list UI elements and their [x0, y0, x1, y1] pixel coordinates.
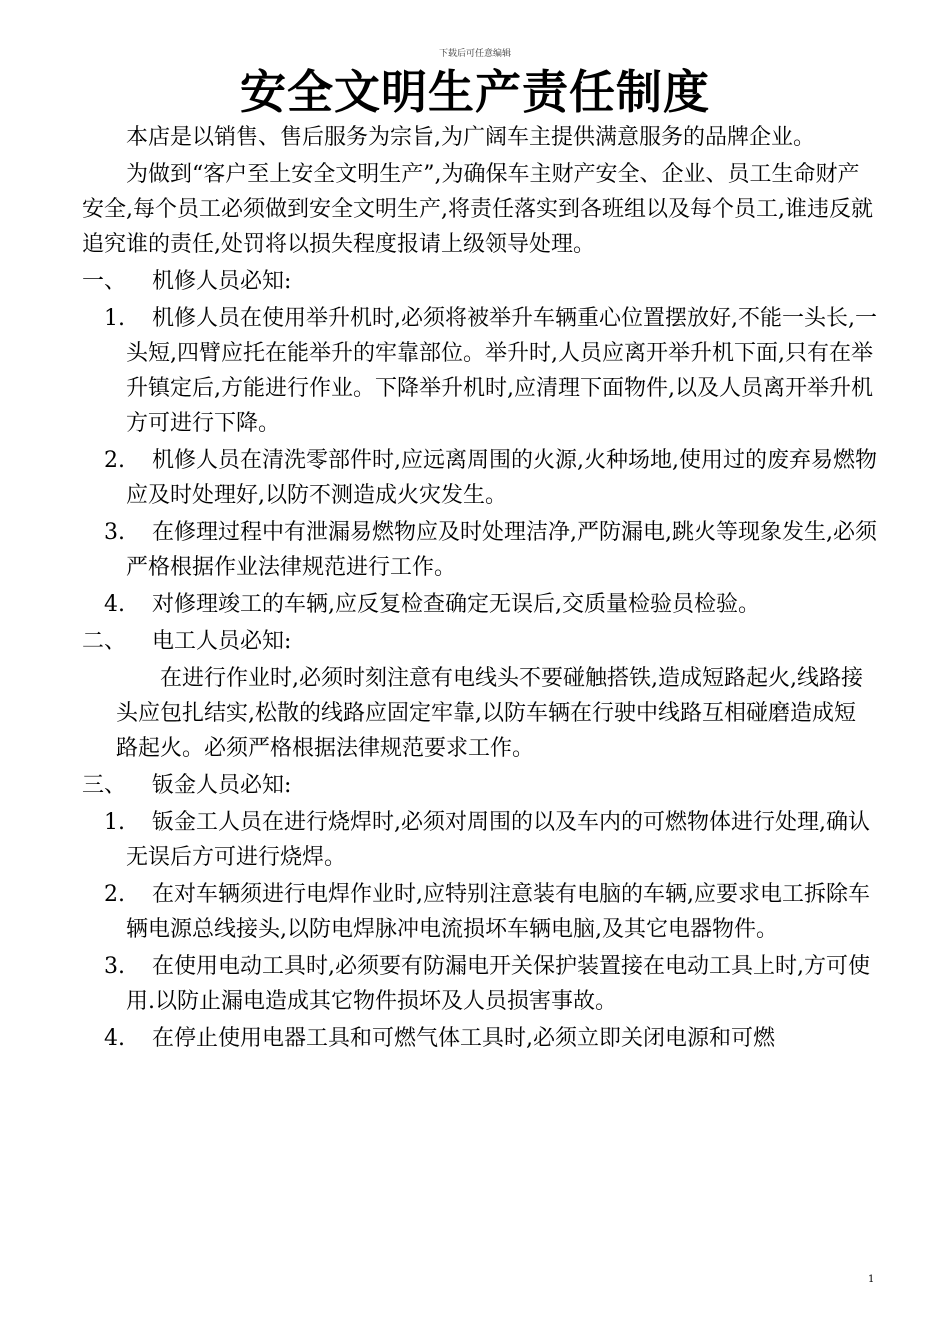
section-heading-2: [82, 624, 877, 659]
section-heading-3: [82, 768, 877, 803]
list-item-text: 在停止使用电器工具和可燃气体工具时,必须立即关闭电源和可燃: [152, 1026, 775, 1051]
list-item: [82, 805, 877, 875]
list-item-text: 机修人员在使用举升机时,必须将被举升车辆重心位置摆放好,不能一头长,一头短,四臂应托在能举升的牢靠部位。举升时,人员应离开举升机下面,只有在举升镇定后,方能进行作业。下降举升机时,应清理下面物件,以及人员离开举升机方可进行下降。: [126, 306, 877, 436]
list-item: [82, 1021, 877, 1056]
list-item-text: 钣金工人员在进行烧焊时,必须对周围的以及车内的可燃物体进行处理,确认无误后方可进行烧焊。: [126, 810, 870, 870]
list-item-number: 3.: [104, 520, 125, 545]
list-item-text: 机修人员在清洗零部件时,应远离周围的火源,火种场地,使用过的废弃易燃物应及时处理好,以防不测造成火灾发生。: [126, 448, 877, 508]
list-item: [82, 949, 877, 1019]
list-item-number: 4.: [104, 1026, 125, 1051]
intro-paragraph-2: 为做到“客户至上安全文明生产”,为确保车主财产安全、企业、员工生命财产安全,每个员工必须做到安全文明生产,将责任落实到各班组以及每个员工,谁违反就追究谁的责任,处罚将以损失程度报请上级领导处理。: [82, 162, 873, 257]
page-number: 1: [868, 1274, 875, 1285]
list-item: [82, 877, 877, 947]
section-title: 电工人员必知:: [152, 629, 292, 654]
list-item-number: 3.: [104, 954, 125, 979]
list-item-number: 2.: [104, 448, 125, 473]
section-number: 一、: [82, 269, 127, 294]
list-item-number: 1.: [104, 810, 125, 835]
section-paragraph: 在进行作业时,必须时刻注意有电线头不要碰触搭铁,造成短路起火,线路接头应包扎结实,松散的线路应固定牢靠,以防车辆在行驶中线路互相碰磨造成短路起火。必须严格根据法律规范要求工作。: [116, 666, 863, 761]
list-item-number: 2.: [104, 882, 125, 907]
list-item-text: 在使用电动工具时,必须要有防漏电开关保护装置接在电动工具上时,方可使用.以防止漏电造成其它物件损坏及人员损害事故。: [126, 954, 870, 1014]
header-note: 下载后可任意编辑: [438, 49, 511, 59]
document-title: 安全文明生产责任制度: [240, 65, 710, 119]
list-item: [82, 587, 877, 622]
list-item: [82, 301, 877, 441]
intro-paragraph-1: 本店是以销售、售后服务为宗旨,为广阔车主提供满意服务的品牌企业。: [126, 125, 815, 150]
list-item-number: 1.: [104, 306, 125, 331]
list-item: [82, 443, 877, 513]
document-body: [82, 120, 877, 1058]
list-item: [82, 515, 877, 585]
section-number: 三、: [82, 773, 127, 798]
list-item-text: 在修理过程中有泄漏易燃物应及时处理洁净,严防漏电,跳火等现象发生,必须严格根据作业法律规范进行工作。: [126, 520, 877, 580]
section-title: 机修人员必知:: [152, 269, 292, 294]
section-title: 钣金人员必知:: [152, 773, 292, 798]
list-item-text: 在对车辆须进行电焊作业时,应特别注意装有电脑的车辆,应要求电工拆除车辆电源总线接头,以防电焊脉冲电流损坏车辆电脑,及其它电器物件。: [126, 882, 870, 942]
list-item-number: 4.: [104, 592, 125, 617]
section-heading-1: [82, 264, 877, 299]
section-number: 二、: [82, 629, 127, 654]
list-item-text: 对修理竣工的车辆,应反复检查确定无误后,交质量检验员检验。: [152, 592, 760, 617]
